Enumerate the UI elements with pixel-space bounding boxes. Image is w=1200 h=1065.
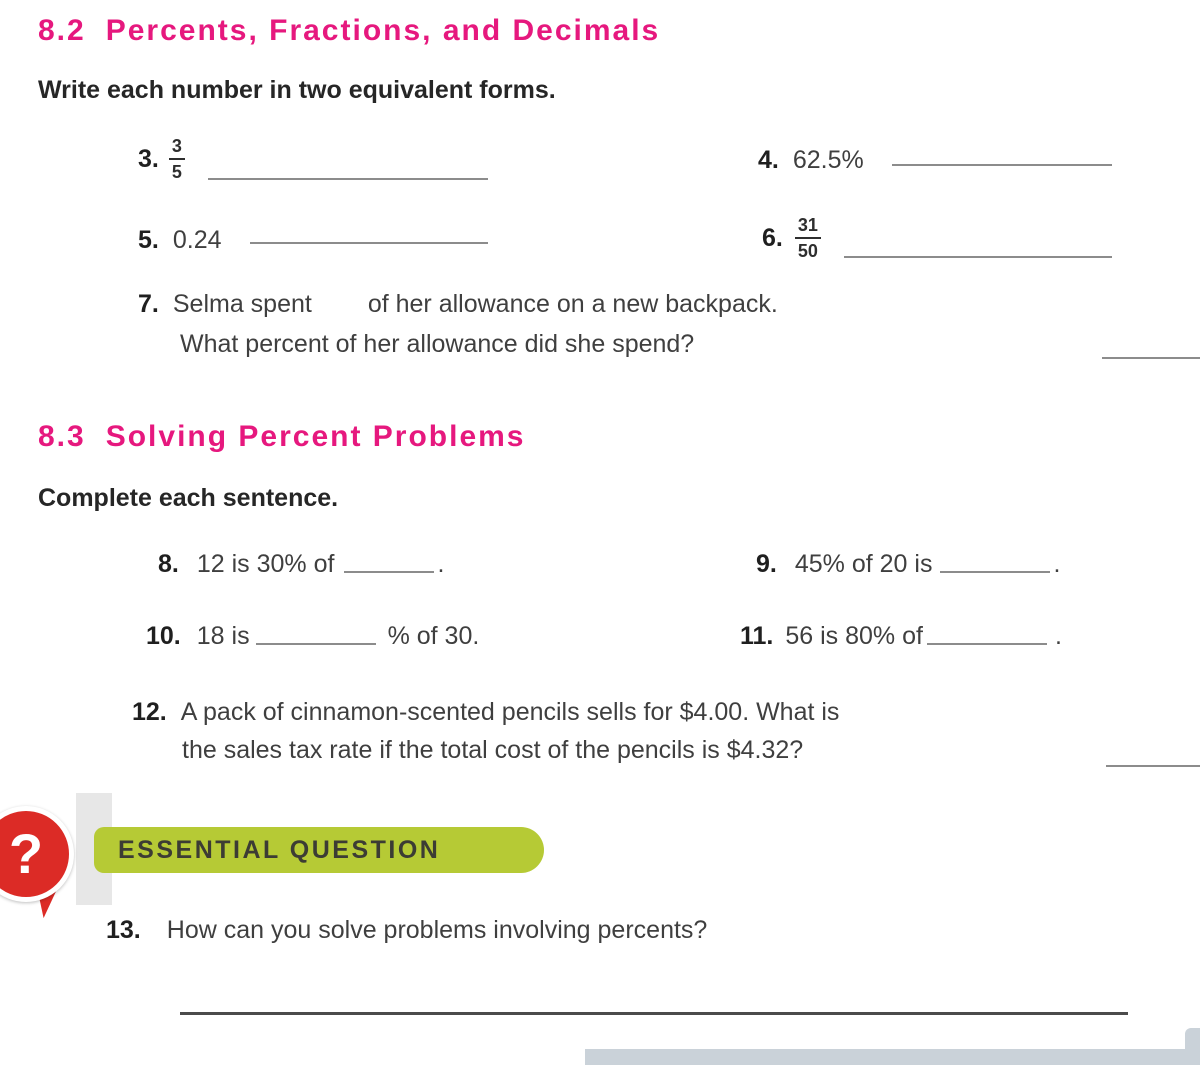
fraction-denominator: 5 xyxy=(171,162,182,182)
problem-8-text-after: . xyxy=(437,550,445,578)
answer-blank-4 xyxy=(892,164,1112,166)
answer-blank-3 xyxy=(208,178,488,180)
problem-13 xyxy=(106,916,707,945)
section-8-2-number: 8.2 xyxy=(38,14,86,47)
problem-3-number: 3. xyxy=(138,144,159,173)
answer-blank-12 xyxy=(1106,765,1200,767)
problem-9-number: 9. xyxy=(756,550,777,578)
problem-8-number: 8. xyxy=(158,550,179,578)
problem-10 xyxy=(146,622,479,651)
answer-blank-11 xyxy=(927,643,1047,645)
problem-10-text-after: % of 30. xyxy=(387,622,480,650)
problem-12-text-line1: A pack of cinnamon-scented pencils sells for $4.00. What is xyxy=(180,698,840,726)
problem-12 xyxy=(132,698,839,727)
answer-blank-6 xyxy=(844,256,1112,258)
answer-blank-10 xyxy=(256,643,376,645)
problem-13-text: How can you solve problems involving percents? xyxy=(166,916,708,944)
fraction-numerator: 31 xyxy=(795,216,821,239)
problem-8-text-before: 12 is 30% of xyxy=(196,550,335,578)
problem-7-text-line2: What percent of her allowance did she spend? xyxy=(180,330,695,358)
problem-4-number: 4. xyxy=(758,146,779,174)
problem-11-number: 11. xyxy=(740,622,774,650)
section-8-2-heading xyxy=(38,14,660,48)
problem-5-value: 0.24 xyxy=(172,226,222,254)
essential-question-banner xyxy=(94,827,544,873)
fraction-denominator: 50 xyxy=(797,241,818,261)
problem-3 xyxy=(138,134,185,184)
page-edge-strip-right xyxy=(1185,1028,1200,1065)
problem-4-value: 62.5% xyxy=(792,146,864,174)
problem-11-text-before: 56 is 80% of xyxy=(785,622,923,650)
section-8-2-instruction: Write each number in two equivalent forms. xyxy=(38,76,556,104)
answer-blank-9 xyxy=(940,571,1050,573)
problem-12-text-line2: the sales tax rate if the total cost of the pencils is $4.32? xyxy=(182,736,804,764)
problem-8 xyxy=(158,550,444,579)
problem-7-number: 7. xyxy=(138,290,159,318)
problem-5 xyxy=(138,226,222,255)
answer-blank-8 xyxy=(344,571,434,573)
question-mark-glyph: ? xyxy=(8,822,44,885)
answer-blank-7 xyxy=(1102,357,1200,359)
section-8-3-instruction: Complete each sentence. xyxy=(38,484,339,512)
problem-6 xyxy=(762,212,821,264)
answer-blank-5 xyxy=(250,242,488,244)
problem-4 xyxy=(758,146,864,175)
problem-9-text-before: 45% of 20 is xyxy=(794,550,933,578)
problem-13-number: 13. xyxy=(106,916,141,944)
page-edge-strip-bottom xyxy=(585,1049,1200,1065)
section-8-3-title: Solving Percent Problems xyxy=(105,420,526,453)
answer-line-13 xyxy=(180,1012,1128,1015)
problem-7 xyxy=(138,290,778,319)
section-8-3-number: 8.3 xyxy=(38,420,86,453)
problem-11-text-after: . xyxy=(1054,622,1062,650)
problem-6-fraction xyxy=(795,216,821,260)
problem-9-text-after: . xyxy=(1053,550,1061,578)
section-8-2-title: Percents, Fractions, and Decimals xyxy=(105,14,661,47)
section-8-3-heading xyxy=(38,420,526,454)
problem-6-number: 6. xyxy=(762,223,783,252)
problem-5-number: 5. xyxy=(138,226,159,254)
problem-10-text-before: 18 is xyxy=(196,622,250,650)
problem-9 xyxy=(756,550,1060,579)
problem-3-fraction xyxy=(169,137,185,181)
problem-12-number: 12. xyxy=(132,698,167,726)
problem-7-text-part1: Selma spent xyxy=(172,290,312,318)
essential-question-label: ESSENTIAL QUESTION xyxy=(118,835,441,864)
question-mark-icon xyxy=(0,806,74,902)
fraction-numerator: 3 xyxy=(169,137,185,160)
problem-7-text-part2: of her allowance on a new backpack. xyxy=(367,290,778,318)
problem-10-number: 10. xyxy=(146,622,181,650)
problem-11 xyxy=(740,622,1062,651)
